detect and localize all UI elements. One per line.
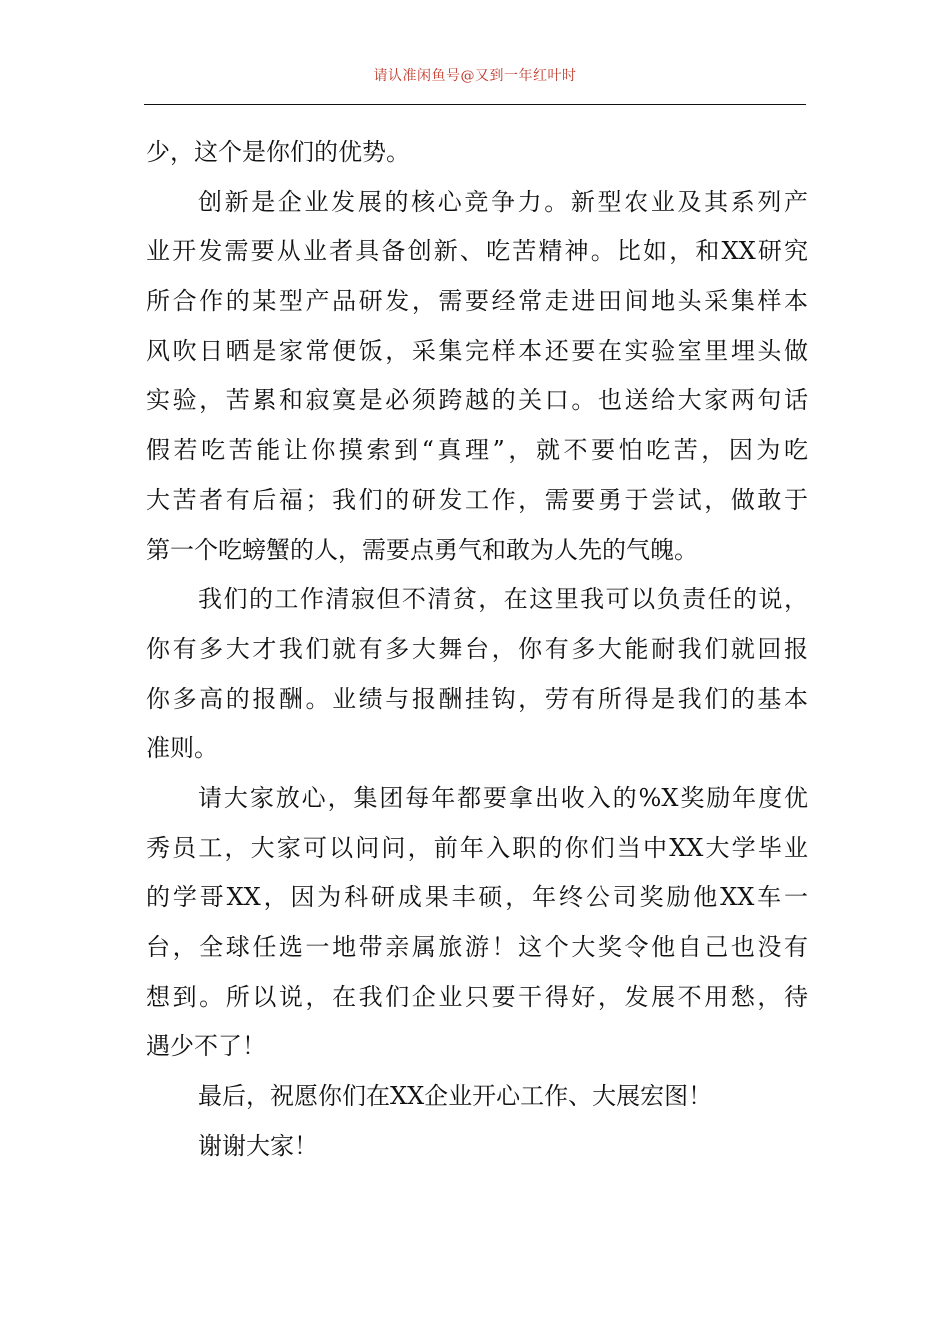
- text-line: 风吹日晒是家常便饭，采集完样本还要在实验室里埋头做: [146, 336, 808, 365]
- text-line: 你多高的报酬。业绩与报酬挂钩，劳有所得是我们的基本: [146, 684, 808, 713]
- document-body: [146, 128, 808, 1171]
- text-line: 你有多大才我们就有多大舞台，你有多大能耐我们就回报: [146, 634, 808, 663]
- text-line: 台，全球任选一地带亲属旅游！这个大奖令他自己也没有: [146, 933, 808, 961]
- text-line: 创新是企业发展的核心竞争力。新型农业及其系列产: [198, 187, 808, 216]
- text-line: 我们的工作清寂但不清贫，在这里我可以负责任的说，: [198, 585, 808, 614]
- text-line: 遇少不了！: [146, 1032, 266, 1061]
- text-line: 假若吃苦能让你摸索到“真理”，就不要怕吃苦，因为吃: [146, 436, 808, 465]
- header-watermark: 请认准闲鱼号@又到一年红叶时: [373, 68, 577, 84]
- text-line: 的学哥XX，因为科研成果丰硕，年终公司奖励他XX车一: [146, 883, 808, 912]
- header-divider: [144, 104, 806, 105]
- text-line: 第一个吃螃蟹的人，需要点勇气和敢为人先的气魄。: [146, 535, 698, 564]
- text-line: 秀员工，大家可以问问，前年入职的你们当中XX大学毕业: [146, 833, 808, 862]
- text-line: 实验，苦累和寂寞是必须跨越的关口。也送给大家两句话: [146, 386, 808, 415]
- text-line: 少，这个是你们的优势。: [146, 138, 410, 166]
- text-line: 准则。: [146, 734, 218, 763]
- text-line: 想到。所以说，在我们企业只要干得好，发展不用愁，待: [146, 982, 808, 1011]
- text-line: 谢谢大家！: [198, 1131, 318, 1160]
- text-line: 大苦者有后福；我们的研发工作，需要勇于尝试，做敢于: [146, 485, 808, 514]
- text-line: 业开发需要从业者具备创新、吃苦精神。比如，和XX研究: [146, 237, 808, 266]
- text-line: 最后，祝愿你们在XX企业开心工作、大展宏图！: [198, 1082, 713, 1111]
- text-line: 所合作的某型产品研发，需要经常走进田间地头采集样本: [146, 287, 808, 316]
- text-line: 请大家放心，集团每年都要拿出收入的%X奖励年度优: [198, 783, 808, 812]
